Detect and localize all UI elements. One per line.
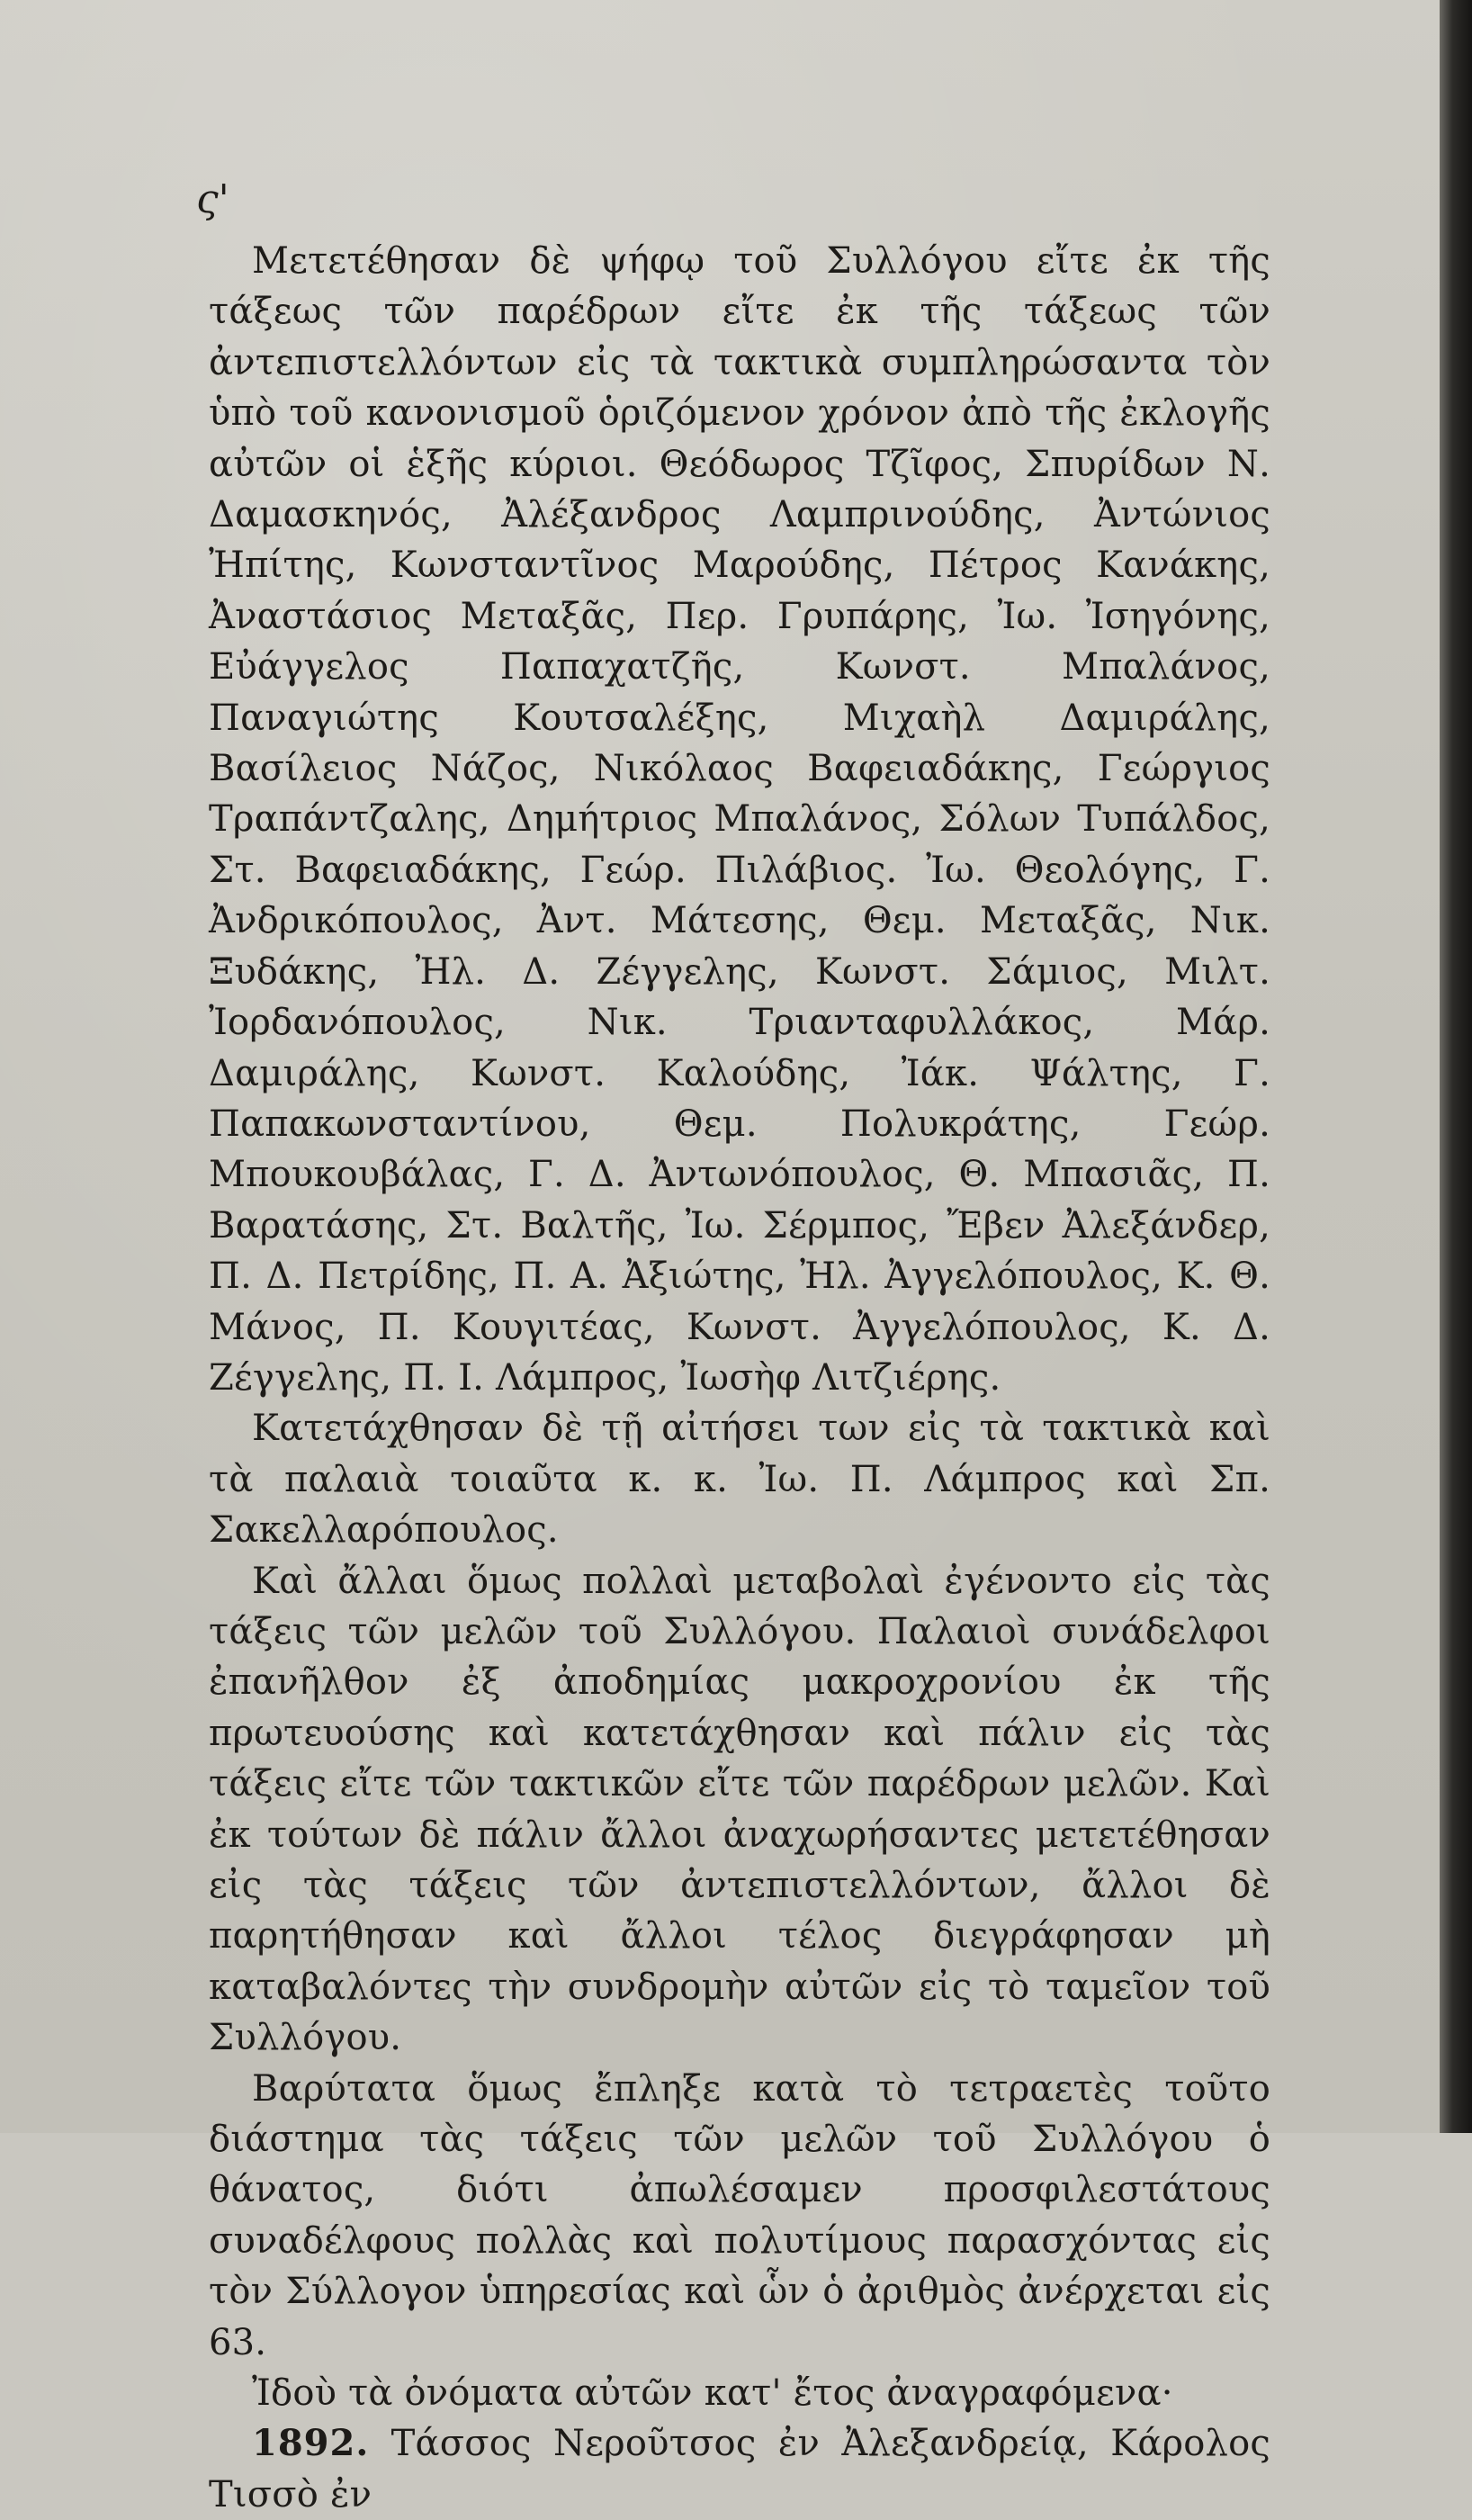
- year-entry-text: Τάσσος Νεροῦτσος ἐν Ἀλεξανδρείᾳ, Κάρολος Τισσὸ ἐν: [209, 2423, 1270, 2516]
- body-text: [209, 236, 1270, 2520]
- paragraph-deaths: Βαρύτατα ὅμως ἔπληξε κατὰ τὸ τετραετὲς τοῦτο διάστημα τὰς τάξεις τῶν μελῶν τοῦ Συλλόγου ὁ θάνατος, διότι ἀπωλέσαμεν προσφιλεστάτους συναδέλφους πολλὰς καὶ πολυτίμους παρασχόντας εἰς τὸν Σύλλογον ὑπηρεσίας καὶ ὧν ὁ ἀριθμὸς ἀνέρχεται εἰς 63.: [209, 2067, 1270, 2363]
- paragraph-enrolled: Κατετάχθησαν δὲ τῇ αἰτήσει των εἰς τὰ τακτικὰ καὶ τὰ παλαιὰ τοιαῦτα κ. κ. Ἰω. Π. Λάμπρος καὶ Σπ. Σακελλαρόπουλος.: [209, 1408, 1270, 1552]
- paragraph-changes: Καὶ ἄλλαι ὅμως πολλαὶ μεταβολαὶ ἐγένοντο εἰς τὰς τάξεις τῶν μελῶν τοῦ Συλλόγου. Παλαιοὶ συνάδελφοι ἐπανῆλθον ἐξ ἀποδημίας μακροχρονίου ἐκ τῆς πρωτευούσης καὶ κατετάχθησαν καὶ πάλιν εἰς τὰς τάξεις εἴτε τῶν τακτικῶν εἴτε τῶν παρέδρων μελῶν. Καὶ ἐκ τούτων δὲ πάλιν ἄλλοι ἀναχωρήσαντες μετετέθησαν εἰς τὰς τάξεις τῶν ἀντεπιστελλόντων, ἄλλοι δὲ παρητήθησαν καὶ ἄλλοι τέλος διεγράφησαν μὴ καταβαλόντες τὴν συνδρομὴν αὐτῶν εἰς τὸ ταμεῖον τοῦ Συλλόγου.: [209, 1560, 1270, 2059]
- page-edge-shadow: [1440, 0, 1472, 2133]
- year-label: 1892.: [252, 2422, 370, 2465]
- year-entry: [209, 2418, 1270, 2520]
- paragraph-transfers: Μετετέθησαν δὲ ψήφῳ τοῦ Συλλόγου εἴτε ἐκ τῆς τάξεως τῶν παρέδρων εἴτε ἐκ τῆς τάξεως τῶν ἀντεπιστελλόντων εἰς τὰ τακτικὰ συμπληρώσαντα τὸν ὑπὸ τοῦ κανονισμοῦ ὁριζόμενον χρόνον ἀπὸ τῆς ἐκλογῆς αὐτῶν οἱ ἑξῆς κύριοι. Θεόδωρος Τζῖφος, Σπυρίδων Ν. Δαμασκηνός, Ἀλέξανδρος Λαμπρινούδης, Ἀντώνιος Ἠπίτης, Κωνσταντῖνος Μαρούδης, Πέτρος Κανάκης, Ἀναστάσιος Μεταξᾶς, Περ. Γρυπάρης, Ἰω. Ἰσηγόνης, Εὐάγγελος Παπαχατζῆς, Κωνστ. Μπαλάνος, Παναγιώτης Κουτσαλέξης, Μιχαὴλ Δαμιράλης, Βασίλειος Νάζος, Νικόλαος Βαφειαδάκης, Γεώργιος Τραπάντζαλης, Δημήτριος Μπαλάνος, Σόλων Τυπάλδος, Στ. Βαφειαδάκης, Γεώρ. Πιλάβιος. Ἰω. Θεολόγης, Γ. Ἀνδρικόπουλος, Ἀντ. Μάτεσης, Θεμ. Μεταξᾶς, Νικ. Ξυδάκης, Ἠλ. Δ. Ζέγγελης, Κωνστ. Σάμιος, Μιλτ. Ἰορδανόπουλος, Νικ. Τριανταφυλλάκος, Μάρ. Δαμιράλης, Κωνστ. Καλούδης, Ἰάκ. Ψάλτης, Γ. Παπακωνσταντίνου, Θεμ. Πολυκράτης, Γεώρ. Μπουκουβάλας, Γ. Δ. Ἀντωνόπουλος, Θ. Μπασιᾶς, Π. Βαρατάσης, Στ. Βαλτῆς, Ἰω. Σέρμπος, Ἔβεν Ἀλεξάνδερ, Π. Δ. Πετρίδης, Π. Α. Ἀξιώτης, Ἠλ. Ἀγγελόπουλος, Κ. Θ. Μάνος, Π. Κουγιτέας, Κωνστ. Ἀγγελόπουλος, Κ. Δ. Ζέγγελης, Π. Ι. Λάμπρος, Ἰωσὴφ Λιτζιέρης.: [209, 240, 1270, 1399]
- page-number: ς': [196, 176, 229, 222]
- paragraph-names-intro: Ἰδοὺ τὰ ὀνόματα αὐτῶν κατ' ἔτος ἀναγραφόμενα·: [252, 2372, 1173, 2415]
